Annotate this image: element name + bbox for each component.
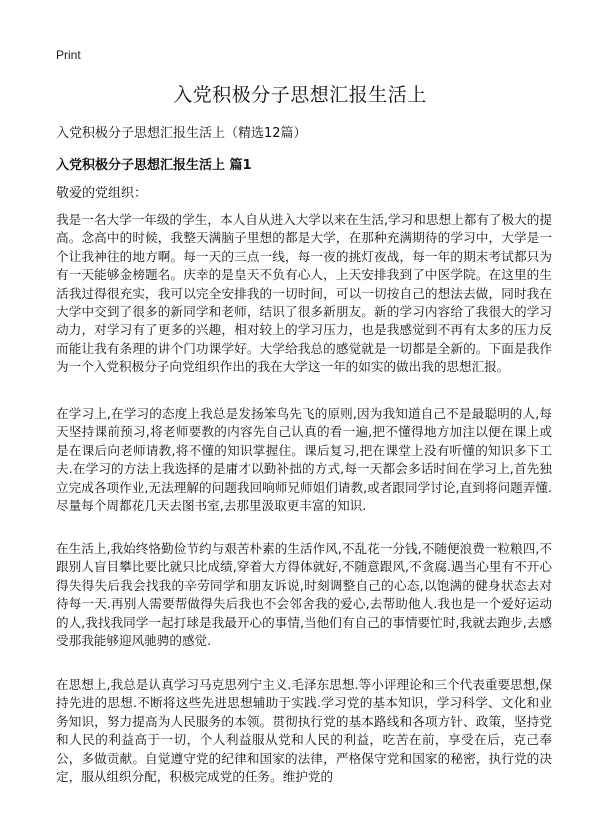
print-link[interactable]: Print [56,48,81,62]
body-paragraph: 我是一名大学一年级的学生，本人自从进入大学以来在生活,学习和思想上都有了极大的提高。念高中的时候，我整天满脑子里想的都是大学，在那种充满期待的学习中，大学是一个让我神往的地方啊。每一天的三点一线，每一夜的挑灯夜战，每一年的期末考试都只为有一天能够金榜题名。庆幸的是皇天不负有心人，上天安排我到了中医学院。在这里的生活我过得很充实，我可以完全安排我的一切时间，可以一切按自己的想法去做，同时我在大学中交到了很多的新同学和老师，结识了很多新朋友。新的学习内容给了我很大的学习动力，对学习有了更多的兴趣，相对较上的学习压力，也是我感觉到不再有太多的压力反而能让我有条理的讲个门功课学好。大学给我总的感觉就是一切都是全新的。下面是我作为一个入党积极分子向党组织作出的我在大学这一年的如实的做出我的思想汇报。 [56,212,552,375]
document-title: 入党积极分子思想汇报生活上 [173,84,427,106]
salutation: 敬爱的党组织： [56,186,148,201]
body-paragraph: 在学习上,在学习的态度上我总是发扬笨鸟先飞的原则,因为我知道自己不是最聪明的人,每天坚持课前预习,将老师要教的内容先自己认真的看一遍,把不懂得地方加注以便在课上或是在课后向老师请教,将不懂的知识掌握住。课后复习,把在课堂上没有听懂的知识多下工夫.在学习的方法上我选择的是庸才以勤补拙的方式,每一天都会多话时间在学习上,首先独立完成各项作业,无法理解的问题我回响师兄师姐们请教,或者跟同学讨论,直到将问题弄懂.尽量每个周都花几天去图书室,去那里汲取更丰富的知识. [56,406,552,514]
section-heading: 入党积极分子思想汇报生活上 篇1 [56,158,252,173]
body-paragraph: 在生活上,我始终恪勤俭节约与艰苦朴素的生活作风,不乱花一分钱,不随便浪费一粒粮四,不跟别人盲目攀比要比就只比成绩,穿着大方得体就好,不随意跟风,不贪腐.遇当心里有不开心得失得失后我会找我的辛劳同学和朋友诉说,时刻调整自己的心态,以饱满的健身状态去对待每一天.再别人需要帮做得失后我也不会邻舍我的爱心,去帮助他人.我也是一个爱好运动的人,我找我同学一起打球是我最开心的事情,当他们有自己的事情要忙时,我就去跑步,去感受那我能够迎风驰骋的感觉. [56,541,552,649]
document-subtitle: 入党积极分子思想汇报生活上（精选12篇） [56,126,307,141]
body-paragraph: 在思想上,我总是认真学习马克思列宁主义.毛泽东思想.等小评理论和三个代表重要思想,保持先进的思想.不断将这些先进思想辅助于实践.学习党的基本知识，学习科学、文化和业务知识，努力提高为人民服务的本领。贯彻执行党的基本路线和各项方针、政策，坚持党和人民的利益高于一切，个人利益服从党和人民的利益，吃苦在前，享受在后，克己奉公，多做贡献。自觉遵守党的纪律和国家的法律，严格保守党和国家的秘密，执行党的决定，服从组织分配，积极完成党的任务。维护党的 [56,677,552,785]
